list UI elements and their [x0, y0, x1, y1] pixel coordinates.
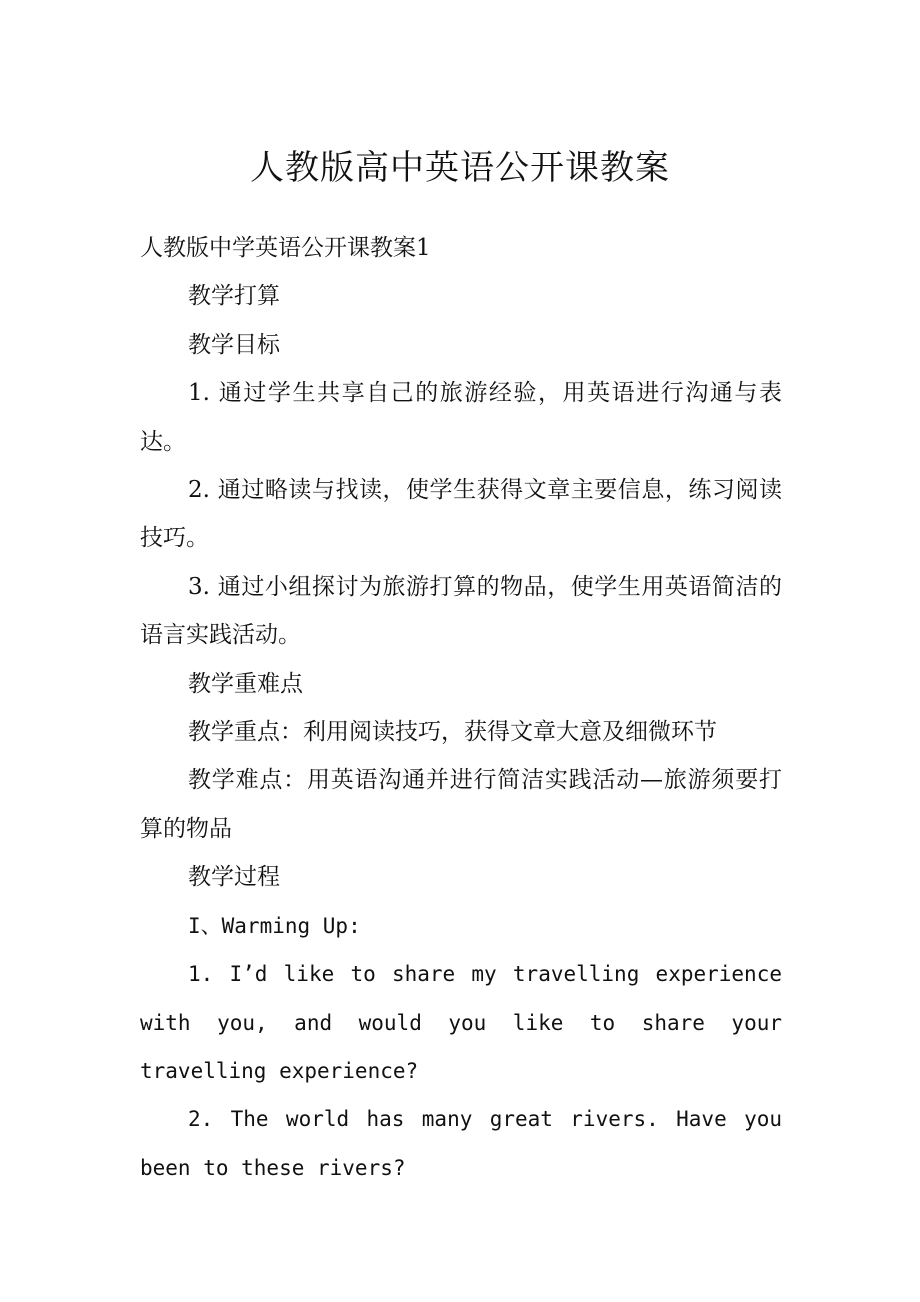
- subheading-objectives: 教学目标: [188, 331, 280, 358]
- objective-item-3: 3. 通过小组探讨为旅游打算的物品，使学生用英语简洁的语言实践活动。: [140, 573, 782, 649]
- subheading-preparation: 教学打算: [188, 283, 280, 310]
- key-point-paragraph: 教学重点：利用阅读技巧，获得文章大意及细微环节: [188, 719, 717, 746]
- warming-up-item-1: 1. I’d like to share my travelling experience with you, and would you like to share your travelling experience?: [140, 962, 782, 1083]
- document-body: [140, 224, 782, 1192]
- document-title: 人教版高中英语公开课教案: [250, 148, 670, 188]
- subheading-process: 教学过程: [188, 864, 280, 891]
- difficult-point-paragraph: 教学难点：用英语沟通并进行简洁实践活动—旅游须要打算的物品: [140, 767, 782, 842]
- section-heading: 人教版中学英语公开课教案1: [140, 235, 431, 261]
- subheading-key-points: 教学重难点: [188, 670, 303, 697]
- objective-item-1: 1. 通过学生共享自己的旅游经验，用英语进行沟通与表达。: [140, 380, 782, 455]
- objective-item-2: 2. 通过略读与找读，使学生获得文章主要信息，练习阅读技巧。: [140, 477, 782, 552]
- warming-up-item-2: 2. The world has many great rivers. Have you been to these rivers?: [140, 1107, 782, 1180]
- process-step-warming-up: I、Warming Up:: [188, 913, 361, 938]
